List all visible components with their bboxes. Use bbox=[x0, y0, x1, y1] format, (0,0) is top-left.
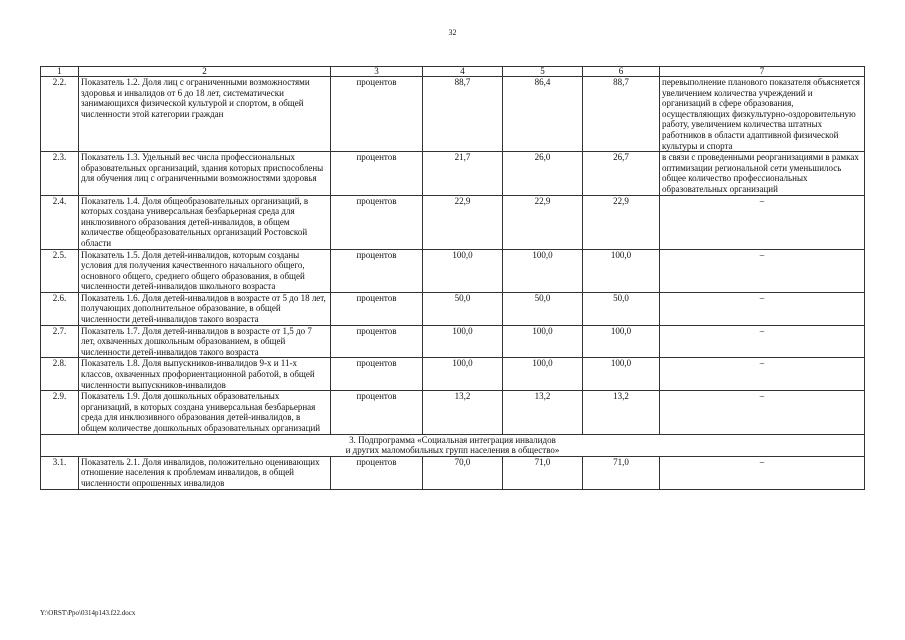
value-col-4: 13,2 bbox=[423, 391, 503, 434]
value-col-6: 22,9 bbox=[583, 195, 660, 249]
value-col-5: 100,0 bbox=[503, 249, 583, 292]
unit-cell: процентов bbox=[331, 456, 423, 489]
indicator-text: Показатель 1.4. Доля общеобразовательных организаций, в которых создана универсальная безбарьерная среда для инклюзивного образования детей-инвалидов, в общем количестве общеобразовательных организаций Ростовской области bbox=[79, 195, 331, 249]
note-cell: – bbox=[660, 391, 865, 434]
value-col-4: 50,0 bbox=[423, 292, 503, 325]
value-col-5: 50,0 bbox=[503, 292, 583, 325]
subprogram-title bbox=[41, 434, 865, 456]
row-number: 2.8. bbox=[41, 358, 79, 391]
subprogram-section bbox=[41, 434, 865, 456]
note-cell: – bbox=[660, 358, 865, 391]
unit-cell: процентов bbox=[331, 77, 423, 152]
value-col-6: 13,2 bbox=[583, 391, 660, 434]
indicator-text: Показатель 1.6. Доля детей-инвалидов в возрасте от 5 до 18 лет, получающих дополнительное образование, в общей численности детей-инвалидов такого возраста bbox=[79, 292, 331, 325]
table-row bbox=[41, 358, 865, 391]
indicator-text: Показатель 1.2. Доля лиц с ограниченными возможностями здоровья и инвалидов от 6 до 18 лет, систематически занимающихся физической культурой и спортом, в общей численности этой категории граждан bbox=[79, 77, 331, 152]
value-col-5: 26,0 bbox=[503, 152, 583, 195]
table-row bbox=[41, 325, 865, 358]
note-cell: – bbox=[660, 456, 865, 489]
indicator-text: Показатель 1.9. Доля дошкольных образовательных организаций, в которых создана универсальная безбарьерная среда для инклюзивного образования детей-инвалидов, в общем количестве дошкольных образовательных организаций bbox=[79, 391, 331, 434]
value-col-5: 100,0 bbox=[503, 325, 583, 358]
value-col-6: 100,0 bbox=[583, 249, 660, 292]
value-col-5: 22,9 bbox=[503, 195, 583, 249]
header-col-5: 5 bbox=[503, 67, 583, 77]
table-row bbox=[41, 195, 865, 249]
value-col-6: 100,0 bbox=[583, 358, 660, 391]
table-body-subprogram-3 bbox=[41, 456, 865, 489]
note-cell: – bbox=[660, 292, 865, 325]
footer-file-path: Y:\ORST\Ppo\0314p143.f22.docx bbox=[40, 609, 136, 617]
row-number: 2.4. bbox=[41, 195, 79, 249]
value-col-5: 13,2 bbox=[503, 391, 583, 434]
unit-cell: процентов bbox=[331, 391, 423, 434]
row-number: 2.6. bbox=[41, 292, 79, 325]
row-number: 3.1. bbox=[41, 456, 79, 489]
header-col-2: 2 bbox=[79, 67, 331, 77]
note-cell: – bbox=[660, 195, 865, 249]
unit-cell: процентов bbox=[331, 358, 423, 391]
table-body-subprogram-2 bbox=[41, 77, 865, 435]
value-col-6: 26,7 bbox=[583, 152, 660, 195]
note-cell: – bbox=[660, 249, 865, 292]
indicators-table bbox=[40, 66, 865, 490]
value-col-6: 50,0 bbox=[583, 292, 660, 325]
table-row bbox=[41, 456, 865, 489]
row-number: 2.3. bbox=[41, 152, 79, 195]
table-row bbox=[41, 391, 865, 434]
subprogram-header-row bbox=[41, 434, 865, 456]
header-col-6: 6 bbox=[583, 67, 660, 77]
value-col-4: 22,9 bbox=[423, 195, 503, 249]
note-cell: в связи с проведенными реорганизациями в рамках оптимизации региональной сети уменьшилось общее количество профессиональных образовательных организаций bbox=[660, 152, 865, 195]
table-row bbox=[41, 249, 865, 292]
indicator-text: Показатель 1.3. Удельный вес числа профессиональных образовательных организаций, здания которых приспособлены для обучения лиц с ограниченными возможностями здоровья bbox=[79, 152, 331, 195]
value-col-6: 71,0 bbox=[583, 456, 660, 489]
value-col-4: 100,0 bbox=[423, 325, 503, 358]
value-col-6: 100,0 bbox=[583, 325, 660, 358]
unit-cell: процентов bbox=[331, 152, 423, 195]
header-col-3: 3 bbox=[331, 67, 423, 77]
subprogram-title-line2: и других маломобильных групп населения в общество» bbox=[345, 445, 560, 456]
note-cell: перевыполнение планового показателя объясняется увеличением количества учреждений и организаций в сфере образования, осуществляющих физкультурно-оздоровительную работу, увеличением количества штатных работников в области адаптивной физической культуры и спорта bbox=[660, 77, 865, 152]
value-col-5: 71,0 bbox=[503, 456, 583, 489]
unit-cell: процентов bbox=[331, 249, 423, 292]
value-col-4: 21,7 bbox=[423, 152, 503, 195]
value-col-4: 70,0 bbox=[423, 456, 503, 489]
unit-cell: процентов bbox=[331, 292, 423, 325]
table-row bbox=[41, 77, 865, 152]
unit-cell: процентов bbox=[331, 195, 423, 249]
row-number: 2.2. bbox=[41, 77, 79, 152]
value-col-6: 88,7 bbox=[583, 77, 660, 152]
value-col-4: 100,0 bbox=[423, 358, 503, 391]
page-number: 32 bbox=[448, 28, 457, 37]
value-col-5: 100,0 bbox=[503, 358, 583, 391]
indicator-text: Показатель 2.1. Доля инвалидов, положительно оценивающих отношение населения к проблемам инвалидов, в общей численности опрошенных инвалидов bbox=[79, 456, 331, 489]
unit-cell: процентов bbox=[331, 325, 423, 358]
indicator-text: Показатель 1.7. Доля детей-инвалидов в возрасте от 1,5 до 7 лет, охваченных дошкольным образованием, в общей численности детей-инвалидов такого возраста bbox=[79, 325, 331, 358]
row-number: 2.7. bbox=[41, 325, 79, 358]
header-col-7: 7 bbox=[660, 67, 865, 77]
indicator-text: Показатель 1.8. Доля выпускников-инвалидов 9-х и 11-х классов, охваченных профориентационной работой, в общей численности выпускников-инвалидов bbox=[79, 358, 331, 391]
note-cell: – bbox=[660, 325, 865, 358]
header-col-4: 4 bbox=[423, 67, 503, 77]
value-col-4: 88,7 bbox=[423, 77, 503, 152]
subprogram-title-line1: 3. Подпрограмма «Социальная интеграция инвалидов bbox=[349, 434, 556, 445]
header-row bbox=[41, 67, 865, 77]
value-col-5: 86,4 bbox=[503, 77, 583, 152]
indicator-text: Показатель 1.5. Доля детей-инвалидов, которым созданы условия для получения качественного начального общего, основного общего, среднего общего образования, в общей численности детей-инвалидов школьного возраста bbox=[79, 249, 331, 292]
table-row bbox=[41, 152, 865, 195]
table-row bbox=[41, 292, 865, 325]
row-number: 2.5. bbox=[41, 249, 79, 292]
header-col-1: 1 bbox=[41, 67, 79, 77]
row-number: 2.9. bbox=[41, 391, 79, 434]
value-col-4: 100,0 bbox=[423, 249, 503, 292]
